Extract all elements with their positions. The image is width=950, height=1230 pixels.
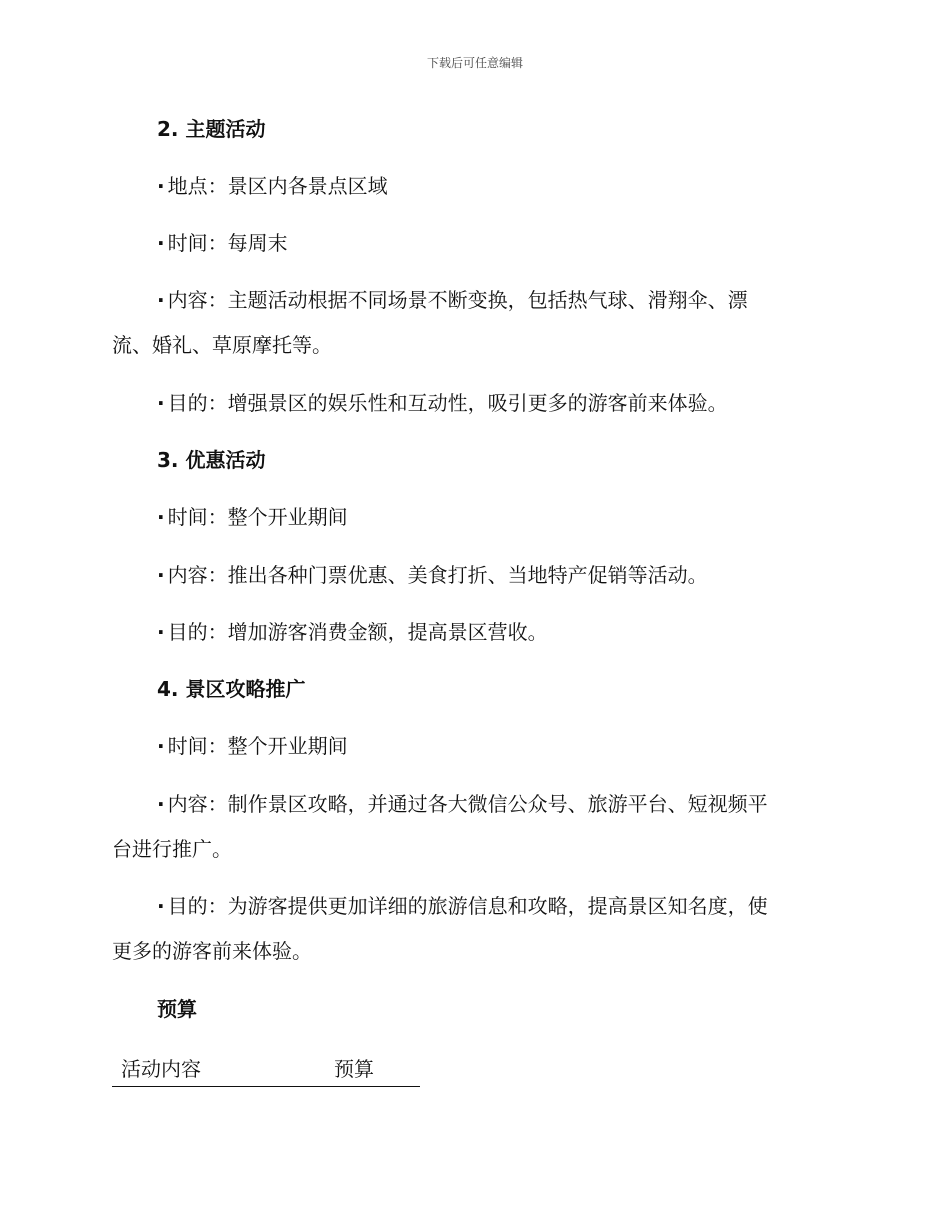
page-header: 下载后可任意编辑 — [426, 56, 523, 70]
theme-purpose: · 目的：增强景区的娱乐性和互动性，吸引更多的游客前来体验。 — [157, 391, 837, 415]
discount-purpose: · 目的：增加游客消费金额，提高景区营收。 — [157, 620, 837, 644]
guide-purpose-continued: 更多的游客前来体验。 — [112, 939, 312, 963]
budget-table — [112, 1055, 420, 1087]
section-heading-discount: 3. 优惠活动 — [157, 448, 266, 472]
guide-content-continued: 台进行推广。 — [112, 837, 232, 861]
discount-time: · 时间：整个开业期间 — [157, 505, 837, 529]
theme-content: · 内容：主题活动根据不同场景不断变换，包括热气球、滑翔伞、漂 — [157, 288, 837, 312]
budget-col-amount: 预算 — [334, 1057, 374, 1081]
discount-content: · 内容：推出各种门票优惠、美食打折、当地特产促销等活动。 — [157, 563, 837, 587]
theme-location: · 地点：景区内各景点区域 — [157, 174, 837, 198]
theme-time: · 时间：每周末 — [157, 231, 837, 255]
guide-content: · 内容：制作景区攻略，并通过各大微信公众号、旅游平台、短视频平 — [157, 792, 837, 816]
budget-col-activity: 活动内容 — [121, 1057, 201, 1081]
budget-heading: 预算 — [157, 997, 197, 1021]
guide-time: · 时间：整个开业期间 — [157, 734, 837, 758]
theme-content-continued: 流、婚礼、草原摩托等。 — [112, 333, 332, 357]
section-heading-guide: 4. 景区攻略推广 — [157, 677, 306, 701]
section-heading-theme: 2. 主题活动 — [157, 117, 266, 141]
guide-purpose: · 目的：为游客提供更加详细的旅游信息和攻略，提高景区知名度，使 — [157, 894, 837, 918]
